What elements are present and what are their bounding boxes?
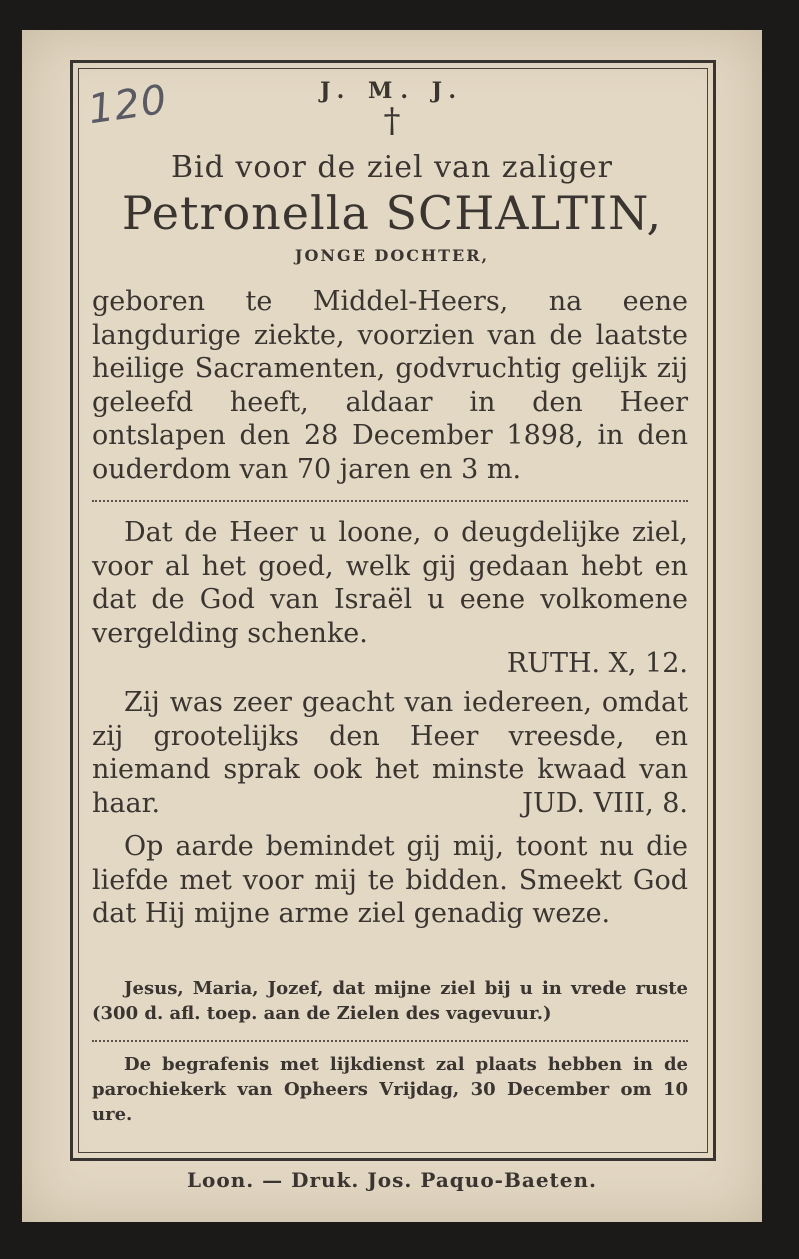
dotted-divider [92,500,688,502]
memorial-card [22,30,762,1222]
funeral-notice [92,1052,688,1127]
deceased-subtitle: JONGE DOCHTER, [294,246,490,265]
verse-love [92,830,688,931]
verse-ruth-text: Dat de Heer u loone, o deugdelijke ziel, voor al het goed, welk gij gedaan hebt en dat de God van Israël u eene volkomene vergelding schenke. [92,517,688,649]
cross-icon: † [383,101,401,141]
prayer-intro: Bid voor de ziel van zaliger [171,150,613,185]
funeral-text: De begrafenis met lijkdienst zal plaats hebben in de parochiekerk van Opheers Vrijdag, 30 December om 10 ure. [92,1054,688,1125]
deceased-name: Petronella SCHALTIN, [121,186,663,240]
dotted-divider [92,1040,688,1042]
initials-jmj: J. M. J. [319,78,465,104]
biography-text: geboren te Middel-Heers, na eene langdurige ziekte, voorzien van de laatste heilige Sacramenten, godvruchtig gelijk zij geleefd heeft, aldaar in den Heer ontslapen den 28 December 1898, in den ouderdom van 70 jaren en 3 m. [92,286,688,485]
verse-love-text: Op aarde bemindet gij mij, toont nu die liefde met voor mij te bidden. Smeekt God dat Hij mijne arme ziel genadig weze. [92,831,688,929]
indulgence-prayer [92,976,688,1026]
verse-ruth-reference: RUTH. X, 12. [506,648,688,679]
handwritten-number: 120 [85,76,171,134]
verse-judith-text: Zij was zeer geacht van iedereen, omdat zij grootelijks den Heer vreesde, en niemand sprak ook het minste kwaad van haar. [92,687,688,819]
verse-judith-reference: JUD. VIII, 8. [522,788,688,819]
indulgence-text: Jesus, Maria, Jozef, dat mijne ziel bij u in vrede ruste (300 d. afl. toep. aan de Zielen des vagevuur.) [92,978,688,1024]
printer-imprint: Loon. — Druk. Jos. Paquo-Baeten. [186,1168,598,1192]
verse-ruth [92,516,688,650]
